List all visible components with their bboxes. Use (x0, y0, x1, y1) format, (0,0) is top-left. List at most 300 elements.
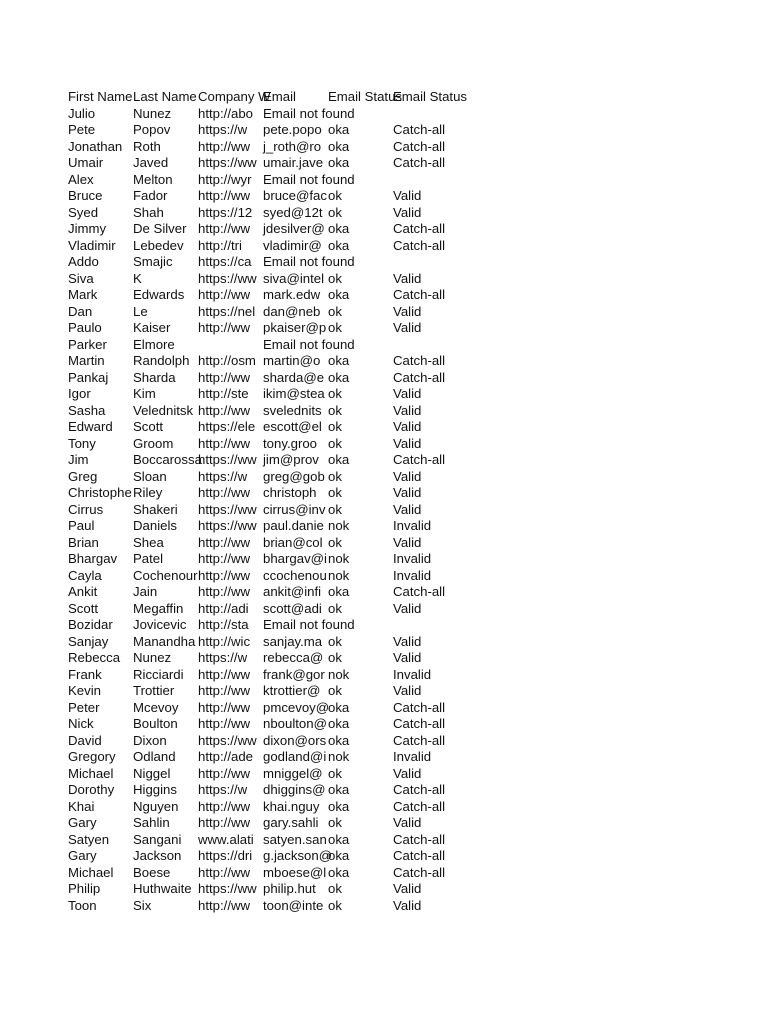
cell-first-name[interactable]: Cirrus (68, 501, 104, 517)
cell-last-name[interactable]: Kim (133, 386, 156, 401)
cell-first-name[interactable]: Dan (68, 303, 93, 319)
cell-email[interactable]: mboese@l (263, 864, 327, 880)
cell-email[interactable]: ccochenou (263, 567, 327, 583)
cell-email-stat[interactable]: nok (328, 518, 350, 533)
cell-email-status[interactable]: Invalid (393, 551, 432, 566)
cell-company[interactable]: http://adi (198, 600, 249, 616)
cell-first-name[interactable]: Jimmy (68, 221, 107, 236)
cell-email-stat[interactable]: ok (328, 897, 342, 913)
cell-last-name[interactable]: Randolph (133, 353, 190, 368)
cell-last-name[interactable]: Shakeri (133, 501, 178, 517)
cell-email-stat[interactable]: ok (328, 303, 342, 319)
cell-company[interactable]: http://ww (198, 864, 251, 880)
cell-first-name[interactable]: Pete (68, 122, 96, 137)
cell-last-name[interactable]: Groom (133, 435, 174, 451)
cell-company[interactable]: http://ww (198, 897, 251, 913)
cell-email-stat[interactable]: oka (328, 798, 350, 814)
cell-first-name[interactable]: Sanjay (68, 633, 109, 649)
cell-company[interactable]: https://12 (198, 204, 253, 220)
cell-email[interactable]: dan@neb (263, 303, 321, 319)
cell-email-stat[interactable]: oka (328, 699, 350, 715)
cell-email-status[interactable]: Catch-all (393, 782, 446, 797)
cell-email[interactable]: mark.edw (263, 287, 321, 302)
cell-last-name[interactable]: Velednitsk (133, 402, 194, 418)
cell-first-name[interactable]: Pankaj (68, 369, 109, 385)
cell-last-name[interactable]: Roth (133, 138, 161, 154)
cell-email-stat[interactable]: ok (328, 435, 342, 451)
cell-email-stat[interactable]: ok (328, 270, 342, 286)
cell-email-stat[interactable]: oka (328, 369, 350, 385)
cell-email-status[interactable]: Valid (393, 468, 422, 484)
cell-email[interactable]: ankit@infi (263, 584, 322, 599)
cell-email-stat[interactable]: ok (328, 600, 342, 616)
cell-company[interactable]: http://wyr (198, 171, 252, 187)
cell-email-status[interactable]: Catch-all (393, 452, 446, 467)
cell-first-name[interactable]: Cayla (68, 567, 102, 583)
cell-last-name[interactable]: Nunez (133, 105, 172, 121)
cell-company[interactable]: https://w (198, 468, 248, 484)
cell-email-status[interactable]: Catch-all (393, 221, 446, 236)
cell-email[interactable]: paul.danie (263, 518, 324, 533)
cell-email-status[interactable]: Catch-all (393, 699, 446, 715)
cell-email-status[interactable]: Catch-all (393, 353, 446, 368)
cell-email-status[interactable]: Catch-all (393, 584, 446, 599)
cell-first-name[interactable]: Peter (68, 699, 100, 715)
cell-last-name[interactable]: Sahlin (133, 815, 170, 830)
cell-last-name[interactable]: Huthwaite (133, 881, 192, 896)
cell-first-name[interactable]: Dorothy (68, 782, 115, 797)
cell-first-name[interactable]: Ankit (68, 584, 98, 599)
cell-email-stat[interactable] (328, 106, 393, 123)
cell-company[interactable]: http://wic (198, 633, 251, 649)
cell-email[interactable]: tony.groo (263, 435, 318, 451)
cell-email[interactable]: philip.hut (263, 881, 316, 896)
cell-email[interactable]: rebecca@ (263, 650, 324, 665)
cell-first-name[interactable]: Greg (68, 468, 98, 484)
cell-company[interactable]: https://ww (198, 732, 257, 748)
cell-email-status[interactable] (393, 172, 483, 189)
cell-email[interactable]: Email not found (263, 171, 355, 187)
cell-first-name[interactable]: Jonathan (68, 138, 123, 154)
cell-first-name[interactable]: Paulo (68, 320, 102, 335)
cell-first-name[interactable]: Bozidar (68, 617, 113, 632)
cell-last-name[interactable]: Kaiser (133, 320, 171, 335)
cell-last-name[interactable]: Sangani (133, 831, 182, 847)
cell-email-status[interactable]: Valid (393, 881, 422, 896)
cell-email-status[interactable]: Invalid (393, 518, 432, 533)
cell-company[interactable]: http://ww (198, 188, 251, 203)
cell-email-status[interactable]: Catch-all (393, 848, 446, 863)
cell-company[interactable]: https://dri (198, 848, 253, 863)
cell-email[interactable]: bhargav@i (263, 551, 327, 566)
cell-email-status[interactable]: Catch-all (393, 864, 446, 880)
cell-first-name[interactable]: Umair (68, 155, 104, 170)
cell-email-status[interactable]: Catch-all (393, 831, 446, 847)
cell-first-name[interactable]: Nick (68, 716, 94, 731)
header-first-name[interactable]: First Name (68, 89, 133, 104)
cell-email[interactable]: scott@adi (263, 600, 322, 616)
cell-last-name[interactable]: Manandha (133, 633, 196, 649)
cell-company[interactable]: https://ww (198, 881, 257, 896)
cell-email-status[interactable]: Invalid (393, 567, 432, 583)
cell-company[interactable]: http://ww (198, 534, 251, 550)
cell-email-status[interactable] (393, 106, 483, 123)
cell-email[interactable]: Email not found (263, 336, 355, 352)
cell-first-name[interactable]: Mark (68, 287, 98, 302)
cell-company[interactable]: https://ww (198, 452, 257, 467)
cell-first-name[interactable]: Parker (68, 336, 107, 352)
cell-company[interactable]: http://abo (198, 105, 253, 121)
cell-email[interactable]: godland@i (263, 749, 327, 764)
cell-email[interactable]: cirrus@inv (263, 501, 326, 517)
cell-first-name[interactable]: Toon (68, 897, 97, 913)
cell-email[interactable]: escott@el (263, 419, 322, 434)
cell-last-name[interactable]: Six (133, 897, 152, 913)
cell-last-name[interactable]: Shea (133, 534, 164, 550)
cell-email-stat[interactable]: ok (328, 633, 342, 649)
cell-last-name[interactable]: Popov (133, 122, 171, 137)
cell-first-name[interactable]: Brian (68, 534, 99, 550)
cell-email-stat[interactable]: nok (328, 567, 350, 583)
cell-first-name[interactable]: Syed (68, 204, 99, 220)
cell-company[interactable]: http://ww (198, 815, 251, 830)
cell-last-name[interactable]: Riley (133, 485, 163, 500)
cell-email[interactable]: satyen.san (263, 831, 327, 847)
cell-email-status[interactable]: Valid (393, 633, 422, 649)
cell-email-status[interactable]: Catch-all (393, 237, 446, 253)
cell-company[interactable] (198, 337, 263, 354)
cell-email-status[interactable]: Valid (393, 897, 422, 913)
cell-email-status[interactable]: Catch-all (393, 138, 446, 154)
cell-email[interactable]: gary.sahli (263, 815, 319, 830)
cell-company[interactable]: http://ww (198, 485, 251, 500)
cell-company[interactable]: http://ww (198, 798, 251, 814)
cell-email-status[interactable]: Valid (393, 765, 422, 781)
cell-first-name[interactable]: Michael (68, 765, 114, 781)
cell-email[interactable]: pete.popo (263, 122, 322, 137)
cell-last-name[interactable]: Jackson (133, 848, 182, 863)
cell-company[interactable]: https://w (198, 782, 248, 797)
cell-email[interactable]: siva@intel (263, 270, 325, 286)
cell-company[interactable]: https://ww (198, 518, 257, 533)
cell-last-name[interactable]: Sloan (133, 468, 167, 484)
cell-company[interactable]: http://ww (198, 551, 251, 566)
cell-email[interactable]: christoph (263, 485, 317, 500)
cell-email[interactable]: sharda@e (263, 369, 325, 385)
cell-last-name[interactable]: Higgins (133, 782, 177, 797)
cell-email[interactable]: syed@12t (263, 204, 323, 220)
cell-email-stat[interactable]: ok (328, 188, 342, 203)
cell-email-stat[interactable]: ok (328, 468, 342, 484)
cell-company[interactable]: http://ww (198, 221, 251, 236)
cell-last-name[interactable]: Odland (133, 749, 176, 764)
cell-company[interactable]: https://nel (198, 303, 256, 319)
cell-email[interactable]: Email not found (263, 617, 355, 632)
cell-company[interactable]: http://ste (198, 386, 249, 401)
cell-last-name[interactable]: Trottier (133, 683, 175, 698)
cell-email-stat[interactable]: oka (328, 584, 350, 599)
cell-company[interactable]: http://ade (198, 749, 253, 764)
cell-first-name[interactable]: Igor (68, 386, 91, 401)
cell-email[interactable]: dixon@ors (263, 732, 327, 748)
cell-email[interactable]: greg@gob (263, 468, 325, 484)
cell-email-status[interactable]: Invalid (393, 749, 432, 764)
cell-email[interactable]: pkaiser@p (263, 320, 327, 335)
header-last-name[interactable]: Last Name (133, 89, 197, 104)
cell-last-name[interactable]: Nunez (133, 650, 172, 665)
cell-email-stat[interactable]: oka (328, 732, 350, 748)
cell-email-status[interactable]: Valid (393, 320, 422, 335)
cell-first-name[interactable]: Bruce (68, 188, 103, 203)
cell-last-name[interactable]: Javed (133, 155, 169, 170)
cell-company[interactable]: http://ww (198, 287, 251, 302)
cell-first-name[interactable]: Julio (68, 105, 96, 121)
cell-last-name[interactable]: Smajic (133, 254, 173, 269)
cell-email-stat[interactable]: nok (328, 551, 350, 566)
cell-last-name[interactable]: Jain (133, 584, 158, 599)
cell-company[interactable]: https://ww (198, 270, 257, 286)
cell-first-name[interactable]: Scott (68, 600, 99, 616)
cell-first-name[interactable]: Rebecca (68, 650, 121, 665)
cell-email-stat[interactable] (328, 337, 393, 354)
header-email-stat[interactable]: Email Status (328, 89, 403, 104)
cell-email[interactable]: Email not found (263, 105, 355, 121)
cell-company[interactable]: https://ww (198, 501, 257, 517)
cell-last-name[interactable]: Mcevoy (133, 699, 179, 715)
cell-company[interactable]: http://ww (198, 567, 251, 583)
cell-email-status[interactable]: Catch-all (393, 369, 446, 385)
cell-last-name[interactable]: Boulton (133, 716, 178, 731)
cell-first-name[interactable]: Siva (68, 270, 94, 286)
cell-last-name[interactable]: Patel (133, 551, 164, 566)
cell-last-name[interactable]: Fador (133, 188, 168, 203)
cell-company[interactable]: https://ww (198, 155, 257, 170)
cell-email-stat[interactable]: oka (328, 848, 350, 863)
cell-last-name[interactable]: Megaffin (133, 600, 184, 616)
cell-last-name[interactable]: K (133, 270, 142, 286)
cell-email-stat[interactable]: ok (328, 386, 342, 401)
cell-first-name[interactable]: Bhargav (68, 551, 118, 566)
cell-first-name[interactable]: Jim (68, 452, 89, 467)
cell-first-name[interactable]: Gregory (68, 749, 116, 764)
cell-email-status[interactable]: Valid (393, 485, 422, 500)
cell-email-status[interactable] (393, 254, 483, 271)
cell-last-name[interactable]: Niggel (133, 765, 171, 781)
cell-company[interactable]: https://w (198, 122, 248, 137)
cell-email-status[interactable]: Valid (393, 204, 422, 220)
cell-company[interactable]: http://sta (198, 617, 249, 632)
cell-company[interactable]: http://ww (198, 402, 251, 418)
cell-email[interactable]: umair.jave (263, 155, 324, 170)
cell-email-stat[interactable]: oka (328, 452, 350, 467)
cell-first-name[interactable]: Kevin (68, 683, 101, 698)
cell-last-name[interactable]: Nguyen (133, 798, 179, 814)
cell-email-status[interactable]: Catch-all (393, 155, 446, 170)
cell-first-name[interactable]: Gary (68, 848, 97, 863)
cell-email-status[interactable]: Valid (393, 303, 422, 319)
cell-last-name[interactable]: Ricciardi (133, 666, 184, 682)
cell-email-status[interactable]: Catch-all (393, 122, 446, 137)
cell-email-stat[interactable]: ok (328, 650, 342, 665)
cell-first-name[interactable]: Vladimir (68, 237, 116, 253)
cell-last-name[interactable]: Jovicevic (133, 617, 187, 632)
cell-email-stat[interactable]: ok (328, 485, 342, 500)
cell-email-status[interactable]: Valid (393, 188, 422, 203)
cell-first-name[interactable]: Khai (68, 798, 95, 814)
cell-first-name[interactable]: Christophe (68, 485, 132, 500)
cell-first-name[interactable]: David (68, 732, 102, 748)
cell-first-name[interactable]: Gary (68, 815, 97, 830)
cell-email[interactable]: bruce@fac (263, 188, 327, 203)
cell-email-status[interactable]: Valid (393, 402, 422, 418)
cell-email-stat[interactable]: oka (328, 782, 350, 797)
cell-email-status[interactable]: Invalid (393, 666, 432, 682)
cell-company[interactable]: http://ww (198, 683, 251, 698)
cell-email[interactable]: sanjay.ma (263, 633, 323, 649)
cell-last-name[interactable]: Le (133, 303, 148, 319)
cell-email[interactable]: j_roth@ro (263, 138, 322, 154)
cell-email-status[interactable] (393, 337, 483, 354)
cell-company[interactable]: https://w (198, 650, 248, 665)
cell-email[interactable]: dhiggins@ (263, 782, 326, 797)
cell-last-name[interactable]: Dixon (133, 732, 167, 748)
cell-first-name[interactable]: Michael (68, 864, 114, 880)
cell-email-stat[interactable]: oka (328, 831, 350, 847)
cell-email[interactable]: khai.nguy (263, 798, 320, 814)
cell-last-name[interactable]: Lebedev (133, 237, 184, 253)
cell-company[interactable]: http://tri (198, 237, 242, 253)
cell-email-status[interactable]: Catch-all (393, 287, 446, 302)
cell-email-status[interactable]: Valid (393, 815, 422, 830)
cell-email-status[interactable]: Catch-all (393, 798, 446, 814)
cell-first-name[interactable]: Alex (68, 171, 94, 187)
cell-company[interactable]: http://ww (198, 584, 251, 599)
cell-last-name[interactable]: Shah (133, 204, 164, 220)
cell-email-status[interactable]: Valid (393, 501, 422, 517)
cell-first-name[interactable]: Addo (68, 254, 99, 269)
cell-company[interactable]: www.alati (198, 831, 254, 847)
cell-last-name[interactable]: Boese (133, 864, 171, 880)
cell-email-stat[interactable]: nok (328, 749, 350, 764)
cell-email-status[interactable]: Valid (393, 534, 422, 550)
cell-email-status[interactable]: Valid (393, 683, 422, 698)
cell-email[interactable]: martin@o (263, 353, 321, 368)
cell-email-stat[interactable]: ok (328, 320, 342, 335)
cell-last-name[interactable]: Edwards (133, 287, 185, 302)
cell-email-status[interactable] (393, 617, 483, 634)
cell-last-name[interactable]: De Silver (133, 221, 187, 236)
cell-last-name[interactable]: Melton (133, 171, 173, 187)
cell-email-stat[interactable]: ok (328, 881, 342, 896)
cell-email-stat[interactable] (328, 254, 393, 271)
cell-email[interactable]: toon@inte (263, 897, 324, 913)
cell-company[interactable]: http://ww (198, 435, 251, 451)
cell-email-status[interactable]: Valid (393, 435, 422, 451)
cell-last-name[interactable]: Scott (133, 419, 164, 434)
cell-email-stat[interactable] (328, 172, 393, 189)
cell-company[interactable]: http://osm (198, 353, 256, 368)
cell-email[interactable]: jdesilver@ (263, 221, 325, 236)
cell-email-stat[interactable]: ok (328, 683, 342, 698)
cell-last-name[interactable]: Boccarossa (133, 452, 202, 467)
cell-email-stat[interactable]: oka (328, 716, 350, 731)
cell-last-name[interactable]: Sharda (133, 369, 176, 385)
cell-company[interactable]: https://ele (198, 419, 256, 434)
cell-email-stat[interactable]: ok (328, 204, 342, 220)
cell-email-status[interactable]: Valid (393, 650, 422, 665)
cell-email-status[interactable]: Valid (393, 386, 422, 401)
cell-email[interactable]: svelednits (263, 402, 322, 418)
cell-company[interactable]: http://ww (198, 765, 251, 781)
cell-email[interactable]: brian@col (263, 534, 323, 550)
cell-last-name[interactable]: Daniels (133, 518, 177, 533)
cell-email-stat[interactable]: oka (328, 155, 350, 170)
cell-company[interactable]: https://ca (198, 254, 252, 269)
cell-email[interactable]: mniggel@ (263, 765, 323, 781)
cell-email[interactable]: frank@gor (263, 666, 325, 682)
cell-first-name[interactable]: Frank (68, 666, 102, 682)
cell-email-status[interactable]: Valid (393, 600, 422, 616)
cell-email[interactable]: ikim@stea (263, 386, 325, 401)
cell-email[interactable]: pmcevoy@ (263, 699, 330, 715)
cell-first-name[interactable]: Tony (68, 435, 96, 451)
cell-first-name[interactable]: Philip (68, 881, 101, 896)
cell-email[interactable]: jim@prov (263, 452, 319, 467)
cell-email[interactable]: vladimir@ (263, 237, 322, 253)
cell-email-stat[interactable]: oka (328, 138, 350, 154)
cell-email-stat[interactable]: ok (328, 534, 342, 550)
cell-email-stat[interactable]: ok (328, 501, 342, 517)
cell-email[interactable]: g.jackson@ (263, 848, 333, 863)
cell-email-stat[interactable]: oka (328, 237, 350, 253)
cell-email-stat[interactable]: oka (328, 221, 350, 236)
cell-email-stat[interactable] (328, 617, 393, 634)
cell-last-name[interactable]: Cochenour (133, 567, 198, 583)
cell-email[interactable]: Email not found (263, 254, 355, 269)
cell-email-stat[interactable]: oka (328, 122, 350, 137)
cell-email-status[interactable]: Valid (393, 419, 422, 434)
cell-email-stat[interactable]: ok (328, 402, 342, 418)
header-company[interactable]: Company W (198, 89, 271, 104)
cell-email-status[interactable]: Catch-all (393, 732, 446, 748)
cell-first-name[interactable]: Sasha (68, 402, 106, 418)
cell-first-name[interactable]: Satyen (68, 831, 110, 847)
cell-email-status[interactable]: Valid (393, 270, 422, 286)
cell-email-stat[interactable]: nok (328, 666, 350, 682)
cell-company[interactable]: http://ww (198, 369, 251, 385)
cell-first-name[interactable]: Paul (68, 518, 95, 533)
cell-email-stat[interactable]: oka (328, 864, 350, 880)
cell-last-name[interactable]: Elmore (133, 336, 175, 352)
cell-email[interactable]: nboulton@ (263, 716, 327, 731)
cell-email-stat[interactable]: oka (328, 287, 350, 302)
cell-email-stat[interactable]: ok (328, 765, 342, 781)
cell-email-status[interactable]: Catch-all (393, 716, 446, 731)
cell-first-name[interactable]: Edward (68, 419, 113, 434)
header-email[interactable]: Email (263, 89, 296, 104)
cell-company[interactable]: http://ww (198, 716, 251, 731)
cell-email-stat[interactable]: ok (328, 419, 342, 434)
cell-email-stat[interactable]: oka (328, 353, 350, 368)
cell-company[interactable]: http://ww (198, 138, 251, 154)
cell-company[interactable]: http://ww (198, 699, 251, 715)
cell-first-name[interactable]: Martin (68, 353, 105, 368)
cell-company[interactable]: http://ww (198, 666, 251, 682)
cell-email-stat[interactable]: ok (328, 815, 342, 830)
cell-email[interactable]: ktrottier@ (263, 683, 321, 698)
header-email-status[interactable]: Email Status (393, 89, 468, 104)
cell-company[interactable]: http://ww (198, 320, 251, 335)
